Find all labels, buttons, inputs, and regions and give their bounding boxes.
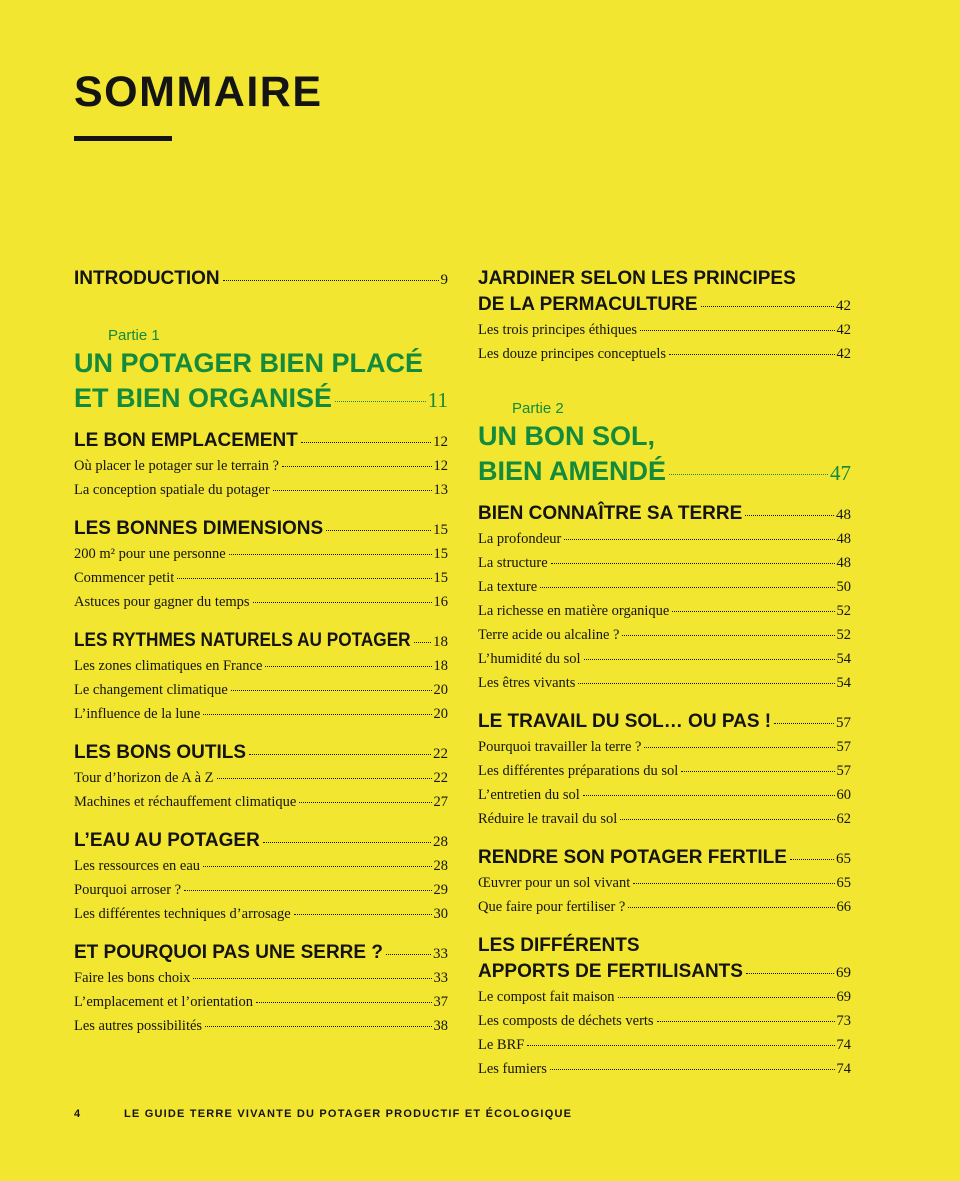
entry-label: Le compost fait maison bbox=[478, 989, 615, 1005]
dot-leader bbox=[231, 690, 432, 691]
section-title: BIEN CONNAÎTRE SA TERRE bbox=[478, 503, 743, 524]
part-title-entry[interactable] bbox=[74, 381, 448, 416]
toc-entry[interactable] bbox=[74, 678, 448, 702]
dot-leader bbox=[669, 354, 834, 355]
toc-column-left bbox=[74, 266, 448, 1038]
toc-page-number: 50 bbox=[836, 579, 851, 595]
dot-leader bbox=[540, 587, 834, 588]
toc-page-number: 65 bbox=[836, 851, 851, 867]
dot-leader bbox=[282, 466, 432, 467]
entry-label: Faire les bons choix bbox=[74, 970, 191, 986]
toc-entry[interactable] bbox=[478, 342, 851, 366]
dot-leader bbox=[177, 578, 431, 579]
toc-page-number: 18 bbox=[433, 658, 448, 674]
toc-section-fertilisants[interactable] bbox=[478, 959, 851, 985]
toc-entry[interactable] bbox=[74, 1014, 448, 1038]
entry-label: La profondeur bbox=[478, 531, 562, 547]
toc-page-number: 15 bbox=[433, 570, 448, 586]
toc-entry[interactable] bbox=[478, 318, 851, 342]
dot-leader bbox=[229, 554, 432, 555]
toc-entry-label: INTRODUCTION bbox=[74, 268, 220, 289]
toc-entry[interactable] bbox=[74, 854, 448, 878]
toc-page-number: 66 bbox=[836, 899, 851, 915]
toc-page-number: 42 bbox=[836, 346, 851, 362]
dot-leader bbox=[294, 914, 432, 915]
entry-label: Pourquoi travailler la terre ? bbox=[478, 739, 642, 755]
toc-page-number: 29 bbox=[433, 882, 448, 898]
dot-leader bbox=[299, 802, 431, 803]
footer-page-number: 4 bbox=[74, 1108, 82, 1120]
part-label: Partie 2 bbox=[512, 400, 564, 417]
toc-entry[interactable] bbox=[478, 575, 851, 599]
part-title-line1: UN POTAGER BIEN PLACÉ bbox=[74, 348, 424, 378]
toc-entry[interactable] bbox=[74, 566, 448, 590]
part-label: Partie 1 bbox=[108, 327, 160, 344]
entry-label: Les composts de déchets verts bbox=[478, 1013, 654, 1029]
permaculture-items bbox=[478, 318, 851, 366]
toc-page-number: 13 bbox=[433, 482, 448, 498]
part-title-line2: ET BIEN ORGANISÉ bbox=[74, 383, 333, 413]
toc-entry[interactable] bbox=[478, 735, 851, 759]
dot-leader bbox=[550, 1069, 835, 1070]
toc-page-number: 38 bbox=[433, 1018, 448, 1034]
toc-page-number: 42 bbox=[836, 322, 851, 338]
page-footer bbox=[74, 1108, 572, 1120]
entry-label: Les fumiers bbox=[478, 1061, 547, 1077]
entry-label: Les douze principes conceptuels bbox=[478, 346, 667, 362]
toc-entry[interactable] bbox=[478, 551, 851, 575]
dot-leader bbox=[203, 714, 431, 715]
toc-section[interactable] bbox=[74, 740, 448, 766]
toc-page-number: 20 bbox=[433, 706, 448, 722]
left-sections bbox=[74, 416, 448, 1038]
entry-label: 200 m² pour une personne bbox=[74, 546, 226, 562]
toc-section[interactable] bbox=[478, 709, 851, 735]
toc-entry[interactable] bbox=[478, 895, 851, 919]
part-title-line1: UN BON SOL, bbox=[478, 421, 656, 451]
toc-entry[interactable] bbox=[74, 478, 448, 502]
toc-page-number: 54 bbox=[836, 651, 851, 667]
entry-label: La richesse en matière organique bbox=[478, 603, 670, 619]
toc-page-number: 9 bbox=[440, 272, 448, 288]
section-title: LES RYTHMES NATURELS AU POTAGER bbox=[74, 630, 411, 651]
toc-page-number: 18 bbox=[433, 634, 448, 650]
entry-label: Le BRF bbox=[478, 1037, 525, 1053]
toc-page-number: 30 bbox=[433, 906, 448, 922]
entry-label: La structure bbox=[478, 555, 548, 571]
toc-page-number: 69 bbox=[836, 989, 851, 1005]
toc-entry-introduction[interactable] bbox=[74, 266, 448, 292]
entry-label: La texture bbox=[478, 579, 538, 595]
dot-leader bbox=[301, 442, 431, 443]
dot-leader bbox=[527, 1045, 834, 1046]
toc-entry[interactable] bbox=[74, 790, 448, 814]
dot-leader bbox=[681, 771, 834, 772]
part-page-number: 47 bbox=[830, 461, 851, 485]
dot-leader bbox=[578, 683, 834, 684]
dot-leader bbox=[263, 842, 431, 843]
dot-leader bbox=[620, 819, 834, 820]
entry-label: Pourquoi arroser ? bbox=[74, 882, 182, 898]
toc-page-number: 12 bbox=[433, 458, 448, 474]
toc-page-number: 48 bbox=[836, 531, 851, 547]
dot-leader bbox=[669, 474, 828, 475]
toc-page-number: 33 bbox=[433, 946, 448, 962]
entry-label: Machines et réchauffement climatique bbox=[74, 794, 297, 810]
dot-leader bbox=[335, 401, 426, 402]
toc-page-number: 62 bbox=[836, 811, 851, 827]
toc-page-number: 52 bbox=[836, 627, 851, 643]
entry-label: La conception spatiale du potager bbox=[74, 482, 270, 498]
entry-label: Les différentes préparations du sol bbox=[478, 763, 679, 779]
dot-leader bbox=[193, 978, 431, 979]
toc-page-number: 22 bbox=[433, 770, 448, 786]
toc-entry[interactable] bbox=[478, 1033, 851, 1057]
dot-leader bbox=[414, 642, 431, 643]
dot-leader bbox=[583, 795, 835, 796]
dot-leader bbox=[386, 954, 431, 955]
title-underline bbox=[74, 136, 172, 141]
toc-entry[interactable] bbox=[478, 527, 851, 551]
toc-entry[interactable] bbox=[74, 702, 448, 726]
toc-entry[interactable] bbox=[74, 902, 448, 926]
section-title-line1: LES DIFFÉRENTS bbox=[478, 935, 640, 956]
dot-leader bbox=[618, 997, 835, 998]
entry-label: Tour d’horizon de A à Z bbox=[74, 770, 214, 786]
toc-entry[interactable] bbox=[478, 671, 851, 695]
dot-leader bbox=[223, 280, 439, 281]
dot-leader bbox=[640, 330, 834, 331]
dot-leader bbox=[205, 1026, 431, 1027]
toc-column-right bbox=[478, 266, 851, 1081]
toc-page-number: 57 bbox=[836, 763, 851, 779]
dot-leader bbox=[628, 907, 834, 908]
dot-leader bbox=[217, 778, 432, 779]
toc-page-number: 28 bbox=[433, 858, 448, 874]
section-title: L’EAU AU POTAGER bbox=[74, 830, 260, 851]
entry-label: Les différentes techniques d’arrosage bbox=[74, 906, 291, 922]
section-title: LES BONS OUTILS bbox=[74, 742, 247, 763]
toc-entry[interactable] bbox=[478, 1009, 851, 1033]
toc-section[interactable] bbox=[74, 940, 448, 966]
section-title-line2: DE LA PERMACULTURE bbox=[478, 294, 698, 315]
toc-entry[interactable] bbox=[478, 985, 851, 1009]
toc-page-number: 65 bbox=[836, 875, 851, 891]
toc-entry[interactable] bbox=[74, 542, 448, 566]
toc-entry[interactable] bbox=[74, 454, 448, 478]
part-page-number: 11 bbox=[427, 388, 448, 412]
entry-label: L’humidité du sol bbox=[478, 651, 581, 667]
part-title-entry[interactable] bbox=[478, 454, 851, 489]
dot-leader bbox=[701, 306, 834, 307]
section-title: RENDRE SON POTAGER FERTILE bbox=[478, 847, 787, 868]
entry-label: Les autres possibilités bbox=[74, 1018, 203, 1034]
footer-book-title: LE GUIDE TERRE VIVANTE DU POTAGER PRODUCTIF ET ÉCOLOGIQUE bbox=[124, 1108, 573, 1120]
dot-leader bbox=[253, 602, 432, 603]
dot-leader bbox=[622, 635, 834, 636]
entry-label: L’emplacement et l’orientation bbox=[74, 994, 254, 1010]
dot-leader bbox=[633, 883, 834, 884]
toc-page-number: 28 bbox=[433, 834, 448, 850]
toc-page-number: 33 bbox=[433, 970, 448, 986]
toc-entry[interactable] bbox=[478, 807, 851, 831]
toc-section[interactable] bbox=[74, 516, 448, 542]
toc-section[interactable] bbox=[74, 628, 448, 654]
entry-label: Les trois principes éthiques bbox=[478, 322, 638, 338]
toc-section[interactable] bbox=[478, 845, 851, 871]
dot-leader bbox=[584, 659, 835, 660]
entry-label: L’entretien du sol bbox=[478, 787, 580, 803]
section-title-line2: APPORTS DE FERTILISANTS bbox=[478, 961, 743, 982]
entry-label: Réduire le travail du sol bbox=[478, 811, 618, 827]
dot-leader bbox=[564, 539, 834, 540]
dot-leader bbox=[203, 866, 431, 867]
toc-page-number: 74 bbox=[836, 1061, 851, 1077]
toc-page-number: 27 bbox=[433, 794, 448, 810]
toc-entry[interactable] bbox=[478, 599, 851, 623]
toc-page-number: 42 bbox=[836, 298, 851, 314]
section-title: LES BONNES DIMENSIONS bbox=[74, 518, 324, 539]
entry-label: Les zones climatiques en France bbox=[74, 658, 263, 674]
dot-leader bbox=[256, 1002, 431, 1003]
toc-entry[interactable] bbox=[74, 990, 448, 1014]
toc-page-number: 52 bbox=[836, 603, 851, 619]
right-sections bbox=[478, 489, 851, 919]
toc-entry[interactable] bbox=[478, 647, 851, 671]
toc-entry[interactable] bbox=[478, 871, 851, 895]
toc-page-number: 48 bbox=[836, 555, 851, 571]
toc-page-number: 12 bbox=[433, 434, 448, 450]
toc-entry[interactable] bbox=[74, 590, 448, 614]
entry-label: Où placer le potager sur le terrain ? bbox=[74, 458, 279, 474]
entry-label: Les êtres vivants bbox=[478, 675, 576, 691]
entry-label: Astuces pour gagner du temps bbox=[74, 594, 250, 610]
part-title-line2: BIEN AMENDÉ bbox=[478, 456, 667, 486]
entry-label: Le changement climatique bbox=[74, 682, 228, 698]
toc-page-number: 57 bbox=[836, 739, 851, 755]
toc-section[interactable] bbox=[478, 501, 851, 527]
section-title-line1: JARDINER SELON LES PRINCIPES bbox=[478, 268, 796, 289]
entry-label: Œuvrer pour un sol vivant bbox=[478, 875, 631, 891]
toc-page-number: 16 bbox=[433, 594, 448, 610]
entry-label: Que faire pour fertiliser ? bbox=[478, 899, 626, 915]
dot-leader bbox=[657, 1021, 835, 1022]
entry-label: Terre acide ou alcaline ? bbox=[478, 627, 620, 643]
entry-label: Commencer petit bbox=[74, 570, 175, 586]
dot-leader bbox=[184, 890, 431, 891]
toc-section[interactable] bbox=[74, 828, 448, 854]
dot-leader bbox=[790, 859, 834, 860]
toc-page-number: 60 bbox=[836, 787, 851, 803]
toc-page-number: 20 bbox=[433, 682, 448, 698]
toc-page-number: 37 bbox=[433, 994, 448, 1010]
toc-page-number: 15 bbox=[433, 546, 448, 562]
dot-leader bbox=[745, 515, 834, 516]
toc-entry[interactable] bbox=[74, 654, 448, 678]
toc-section-permaculture[interactable] bbox=[478, 292, 851, 318]
toc-entry[interactable] bbox=[478, 783, 851, 807]
toc-entry[interactable] bbox=[478, 1057, 851, 1081]
toc-page-number: 57 bbox=[836, 715, 851, 731]
toc-page-number: 74 bbox=[836, 1037, 851, 1053]
toc-page-number: 69 bbox=[836, 965, 851, 981]
dot-leader bbox=[644, 747, 834, 748]
toc-entry[interactable] bbox=[74, 766, 448, 790]
toc-page-number: 48 bbox=[836, 507, 851, 523]
toc-entry[interactable] bbox=[74, 966, 448, 990]
toc-entry[interactable] bbox=[74, 878, 448, 902]
toc-page-number: 15 bbox=[433, 522, 448, 538]
entry-label: L’influence de la lune bbox=[74, 706, 201, 722]
toc-section[interactable] bbox=[74, 428, 448, 454]
entry-label: Les ressources en eau bbox=[74, 858, 201, 874]
toc-entry[interactable] bbox=[478, 759, 851, 783]
dot-leader bbox=[265, 666, 431, 667]
toc-page-number: 22 bbox=[433, 746, 448, 762]
dot-leader bbox=[249, 754, 431, 755]
dot-leader bbox=[273, 490, 432, 491]
section-title: LE BON EMPLACEMENT bbox=[74, 430, 298, 451]
toc-entry[interactable] bbox=[478, 623, 851, 647]
toc-page-number: 54 bbox=[836, 675, 851, 691]
fertilisants-items bbox=[478, 985, 851, 1081]
dot-leader bbox=[774, 723, 834, 724]
dot-leader bbox=[746, 973, 834, 974]
page-title: SOMMAIRE bbox=[74, 68, 323, 116]
dot-leader bbox=[551, 563, 835, 564]
dot-leader bbox=[326, 530, 431, 531]
dot-leader bbox=[672, 611, 834, 612]
section-title: LE TRAVAIL DU SOL… OU PAS ! bbox=[478, 711, 772, 732]
section-title: ET POURQUOI PAS UNE SERRE ? bbox=[74, 942, 383, 963]
toc-page-number: 73 bbox=[836, 1013, 851, 1029]
